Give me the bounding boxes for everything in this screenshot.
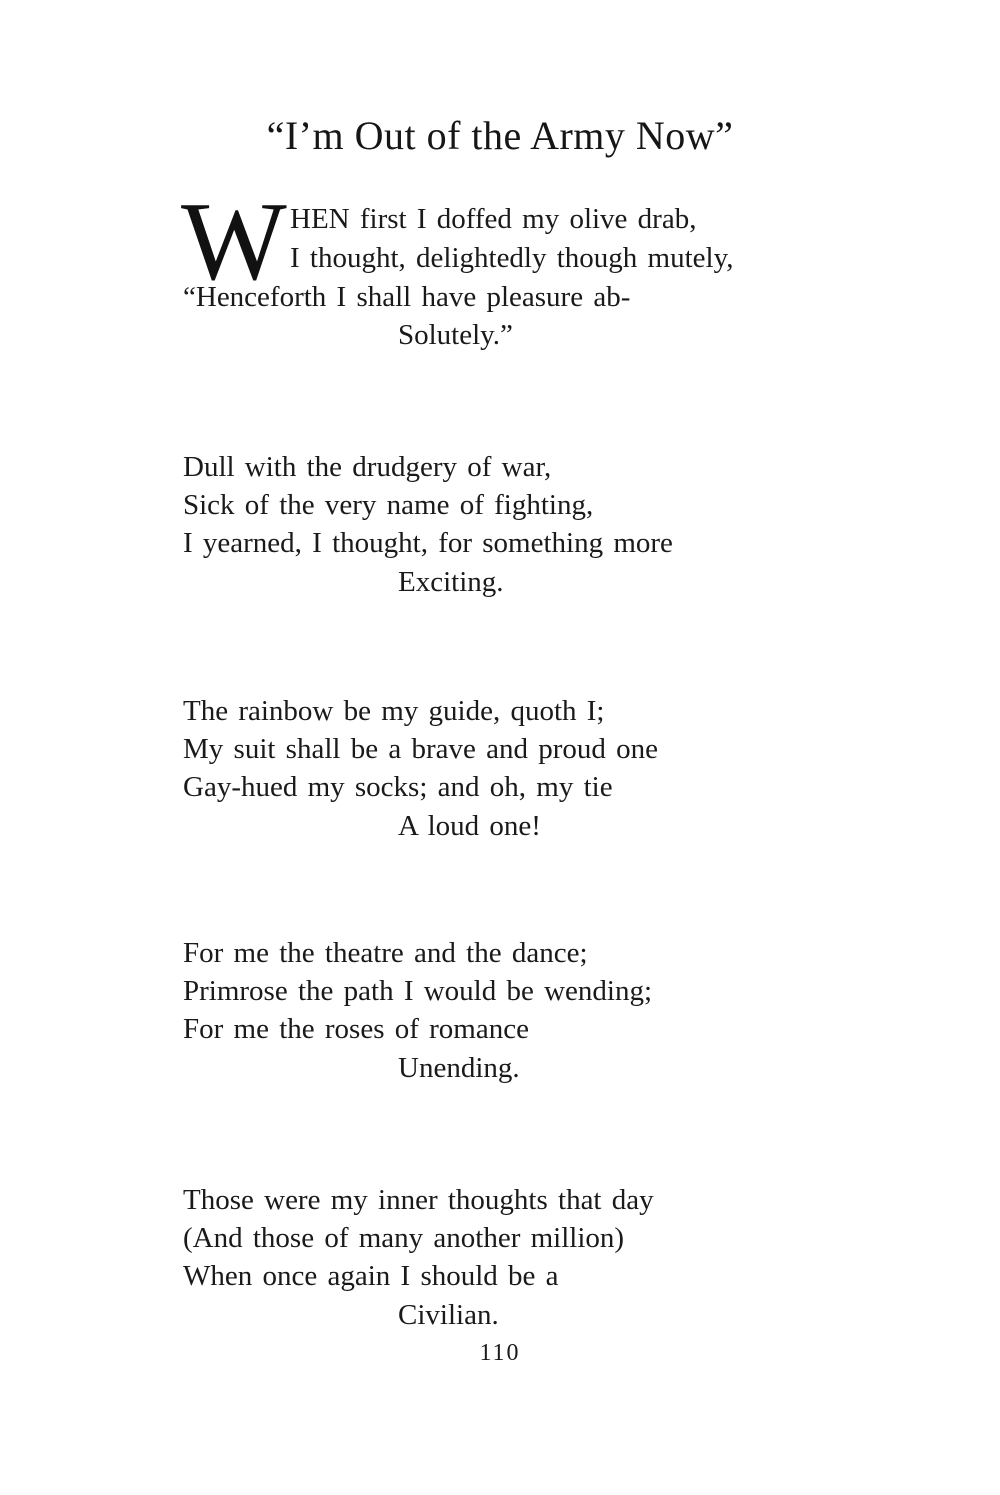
poem-line: HEN first I doffed my olive drab, — [290, 203, 697, 235]
page-number: 110 — [479, 1340, 521, 1366]
poem-line-turnover: Solutely.” — [398, 319, 513, 351]
poem-line: When once again I should be a — [183, 1260, 559, 1292]
poem-line: (And those of many another million) — [183, 1222, 625, 1254]
poem-line: My suit shall be a brave and proud one — [183, 733, 659, 765]
poem-line: Primrose the path I would be wending; — [183, 975, 653, 1007]
poem-line-turnover: Exciting. — [398, 566, 504, 598]
poem-line: For me the theatre and the dance; — [183, 937, 588, 969]
poem-line-turnover: Unending. — [398, 1052, 520, 1084]
drop-cap: W — [181, 180, 287, 304]
poem-line: For me the roses of romance — [183, 1013, 529, 1045]
poem-line: Sick of the very name of fighting, — [183, 489, 594, 521]
poem-line-turnover: A loud one! — [398, 810, 541, 842]
poem-line-turnover: Civilian. — [398, 1299, 499, 1331]
poem-line: I yearned, I thought, for something more — [183, 527, 673, 559]
poem-title: “I’m Out of the Army Now” — [266, 113, 734, 158]
poem-line: I thought, delightedly though mutely, — [290, 242, 734, 274]
poem-line: Those were my inner thoughts that day — [183, 1184, 654, 1216]
poem-line: Gay-hued my socks; and oh, my tie — [183, 771, 613, 803]
poem-line: Dull with the drudgery of war, — [183, 451, 552, 483]
poem-line: “Henceforth I shall have pleasure ab- — [183, 281, 631, 313]
poem-line: The rainbow be my guide, quoth I; — [183, 695, 605, 727]
